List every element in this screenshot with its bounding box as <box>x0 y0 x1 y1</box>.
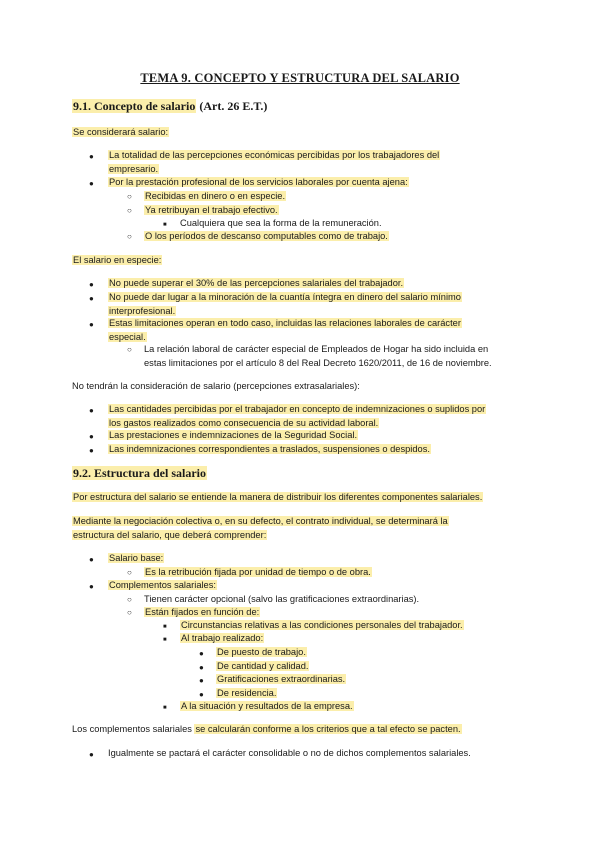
bullet-circle-icon: ○ <box>127 568 132 577</box>
bullet-disc-icon: ● <box>89 294 94 303</box>
bullet-disc-icon: ● <box>89 750 94 759</box>
list-item-text: Las indemnizaciones correspondientes a traslados, suspensiones o despidos. <box>109 444 430 454</box>
list-item <box>108 403 528 430</box>
list-item <box>108 579 528 593</box>
list-item-text: estas limitaciones por el artículo 8 del Real Decreto 1620/2011, de 16 de noviembre. <box>144 357 492 368</box>
list-item-text: La relación laboral de carácter especial de Empleados de Hogar ha sido incluida en <box>144 344 489 354</box>
bullet-disc-icon: ● <box>89 582 94 591</box>
paragraph-text: Mediante la negociación colectiva o, en su defecto, el contrato individual, se determinará la <box>73 516 448 526</box>
paragraph <box>72 723 528 737</box>
bullet-disc-icon: ● <box>89 406 94 415</box>
list-item-text: Tienen carácter opcional (salvo las gratificaciones extraordinarias). <box>144 594 420 604</box>
paragraph-text: El salario en especie: <box>73 255 162 265</box>
paragraph-text: Por estructura del salario se entiende la manera de distribuir los diferentes componentes salariales. <box>73 492 483 502</box>
list-item <box>108 443 528 457</box>
list-item <box>216 646 528 660</box>
list-item-text: De puesto de trabajo. <box>217 647 306 657</box>
list-item <box>216 673 528 687</box>
bullet-circle-icon: ○ <box>127 345 132 354</box>
section-heading-label: 9.2. Estructura del salario <box>73 466 206 480</box>
paragraph <box>72 380 528 394</box>
bullet-circle-icon: ○ <box>127 608 132 617</box>
section-heading-9-1 <box>72 100 267 114</box>
paragraph-text-highlight: se calcularán conforme a los criterios que a tal efecto se pacten. <box>195 724 461 734</box>
list-item-text: Recibidas en dinero o en especie. <box>145 191 286 201</box>
list-item-text: Las prestaciones e indemnizaciones de la Seguridad Social. <box>109 430 358 440</box>
bullet-disc-icon: ● <box>89 152 94 161</box>
bullet-square-icon: ■ <box>163 705 167 711</box>
bullet-circle-icon: ○ <box>127 595 132 604</box>
list-item <box>144 343 528 370</box>
list-item-text: Es la retribución fijada por unidad de tiempo o de obra. <box>145 567 371 577</box>
list-item-text: La totalidad de las percepciones económicas percibidas por los trabajadores del <box>109 150 440 160</box>
bullet-disc-icon: ● <box>89 432 94 441</box>
list-item-text: De residencia. <box>217 688 277 698</box>
list-item <box>144 606 528 620</box>
paragraph <box>72 254 528 268</box>
list-item-text: No puede superar el 30% de las percepciones salariales del trabajador. <box>109 278 404 288</box>
bullet-disc-icon: ● <box>89 446 94 455</box>
paragraph-text: No tendrán la consideración de salario (percepciones extrasalariales): <box>72 381 360 391</box>
bullet-disc-icon: ● <box>199 663 204 672</box>
list-item-text: Las cantidades percibidas por el trabajador en concepto de indemnizaciones o suplidos por <box>109 404 486 414</box>
list-item-text: los gastos realizados como consecuencia de su actividad laboral. <box>109 417 379 428</box>
list-item <box>180 217 528 231</box>
list-item <box>216 660 528 674</box>
list-item <box>144 593 528 607</box>
list-item-text: Ya retribuyan el trabajo efectivo. <box>145 205 278 215</box>
paragraph-text <box>72 724 462 734</box>
list-item <box>108 277 528 291</box>
list-item-text: A la situación y resultados de la empresa. <box>181 701 353 711</box>
intro-text: Se considerará salario: <box>73 127 169 137</box>
bullet-disc-icon: ● <box>89 555 94 564</box>
list-item-text: empresario. <box>109 163 159 174</box>
list-item <box>108 317 528 344</box>
list-item <box>108 176 528 190</box>
list-item <box>108 291 528 318</box>
list-item-text: Circunstancias relativas a las condiciones personales del trabajador. <box>181 620 463 630</box>
list-item-text: Igualmente se pactará el carácter consolidable o no de dichos complementos salariales. <box>108 748 471 758</box>
bullet-square-icon: ■ <box>163 624 167 630</box>
list-item <box>108 747 528 761</box>
list-item-text: Cualquiera que sea la forma de la remuneración. <box>180 218 382 228</box>
bullet-disc-icon: ● <box>199 676 204 685</box>
page-title: TEMA 9. CONCEPTO Y ESTRUCTURA DEL SALARIO <box>140 71 460 85</box>
bullet-circle-icon: ○ <box>127 232 132 241</box>
paragraph <box>72 126 528 140</box>
bullet-disc-icon: ● <box>199 690 204 699</box>
paragraph <box>72 515 528 542</box>
bullet-square-icon: ■ <box>163 637 167 643</box>
list-item-text: interprofesional. <box>109 305 176 316</box>
list-item-text: Gratificaciones extraordinarias. <box>217 674 346 684</box>
list-item <box>180 632 528 646</box>
list-item-text: especial. <box>109 331 146 342</box>
list-item-text: Por la prestación profesional de los servicios laborales por cuenta ajena: <box>109 177 408 187</box>
list-item <box>144 230 528 244</box>
section-heading-ref: (Art. 26 E.T.) <box>199 99 268 113</box>
paragraph-text-part: Los complementos salariales <box>72 724 195 734</box>
list-item <box>108 429 528 443</box>
list-item <box>108 149 528 176</box>
section-heading-9-2 <box>72 467 207 481</box>
list-item <box>144 190 528 204</box>
list-item <box>144 566 528 580</box>
list-item <box>180 700 528 714</box>
list-item-text: Complementos salariales: <box>109 580 216 590</box>
section-heading-label: 9.1. Concepto de salario <box>73 99 196 113</box>
list-item-text: Están fijados en función de: <box>145 607 260 617</box>
list-item-text: No puede dar lugar a la minoración de la cuantía íntegra en dinero del salario mínimo <box>109 292 461 302</box>
bullet-circle-icon: ○ <box>127 206 132 215</box>
list-item <box>108 552 528 566</box>
list-item <box>144 204 528 218</box>
list-item-text: De cantidad y calidad. <box>217 661 309 671</box>
list-item <box>216 687 528 701</box>
bullet-disc-icon: ● <box>199 649 204 658</box>
list-item-text: O los períodos de descanso computables como de trabajo. <box>145 231 388 241</box>
bullet-square-icon: ■ <box>163 222 167 228</box>
bullet-disc-icon: ● <box>89 320 94 329</box>
bullet-disc-icon: ● <box>89 280 94 289</box>
bullet-circle-icon: ○ <box>127 192 132 201</box>
bullet-disc-icon: ● <box>89 179 94 188</box>
list-item-text: Estas limitaciones operan en todo caso, incluidas las relaciones laborales de carácter <box>109 318 461 328</box>
paragraph <box>72 491 528 505</box>
list-item-text: Salario base: <box>109 553 164 563</box>
paragraph-text: estructura del salario, que deberá comprender: <box>73 529 267 540</box>
list-item <box>180 619 528 633</box>
list-item-text: Al trabajo realizado: <box>181 633 264 643</box>
